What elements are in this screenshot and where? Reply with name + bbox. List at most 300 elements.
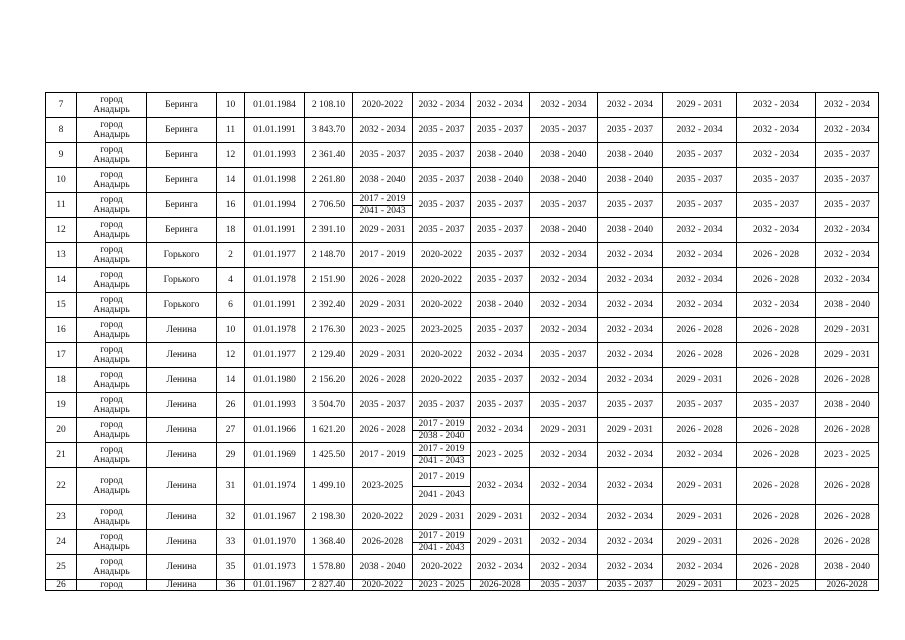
row-number-cell: 24 bbox=[46, 530, 77, 555]
period-cell-5: 2032 - 2034 bbox=[598, 468, 663, 505]
period-cell-5: 2032 - 2034 bbox=[598, 368, 663, 393]
area-cell: 1 621.20 bbox=[305, 418, 353, 443]
city-cell bbox=[77, 505, 147, 530]
period-cell-4: 2032 - 2034 bbox=[530, 268, 598, 293]
period-cell-1: 2035 - 2037 bbox=[353, 393, 413, 418]
period-cell-2-part: 2017 - 2019 bbox=[418, 443, 465, 454]
period-cell-2 bbox=[413, 530, 471, 555]
period-cell-3: 2032 - 2034 bbox=[471, 468, 530, 505]
period-cell-3: 2035 - 2037 bbox=[471, 393, 530, 418]
area-cell: 2 198.30 bbox=[305, 505, 353, 530]
row-number-cell: 22 bbox=[46, 468, 77, 505]
city-cell bbox=[77, 530, 147, 555]
area-cell: 2 706.50 bbox=[305, 193, 353, 218]
city-line: город bbox=[100, 556, 123, 567]
table-row bbox=[46, 318, 879, 343]
period-cell-2: 2035 - 2037 bbox=[413, 393, 471, 418]
street-cell: Ленина bbox=[147, 418, 217, 443]
area-cell: 2 391.10 bbox=[305, 218, 353, 243]
row-number-cell: 7 bbox=[46, 93, 77, 118]
city-line: город bbox=[100, 144, 123, 155]
table-row bbox=[46, 168, 879, 193]
city-line: Анадырь bbox=[93, 405, 130, 415]
table-row bbox=[46, 93, 879, 118]
row-number-cell: 14 bbox=[46, 268, 77, 293]
period-cell-6: 2026 - 2028 bbox=[663, 418, 737, 443]
period-cell-5: 2038 - 2040 bbox=[598, 143, 663, 168]
area-cell: 2 108.10 bbox=[305, 93, 353, 118]
period-cell-6: 2032 - 2034 bbox=[663, 243, 737, 268]
city-line: Анадырь bbox=[93, 280, 130, 290]
schedule-table bbox=[45, 92, 879, 591]
street-cell: Ленина bbox=[147, 368, 217, 393]
period-cell-2: 2020-2022 bbox=[413, 368, 471, 393]
city-cell bbox=[77, 580, 147, 591]
row-number-cell: 17 bbox=[46, 343, 77, 368]
period-cell-1: 2020-2022 bbox=[353, 580, 413, 591]
city-line: город bbox=[100, 580, 123, 590]
area-cell: 1 368.40 bbox=[305, 530, 353, 555]
table-row bbox=[46, 468, 879, 505]
period-cell-5: 2032 - 2034 bbox=[598, 243, 663, 268]
period-cell-4: 2032 - 2034 bbox=[530, 443, 598, 468]
city-cell bbox=[77, 418, 147, 443]
city-line: Анадырь bbox=[93, 380, 130, 390]
period-cell-7: 2032 - 2034 bbox=[737, 93, 816, 118]
house-cell: 35 bbox=[217, 555, 245, 580]
period-cell-3: 2029 - 2031 bbox=[471, 505, 530, 530]
city-cell bbox=[77, 268, 147, 293]
city-line: город bbox=[100, 444, 123, 455]
area-cell: 2 156.20 bbox=[305, 368, 353, 393]
period-cell-6: 2035 - 2037 bbox=[663, 393, 737, 418]
period-cell-1: 2026-2028 bbox=[353, 530, 413, 555]
period-cell-3: 2023 - 2025 bbox=[471, 443, 530, 468]
date-cell: 01.01.1977 bbox=[245, 243, 305, 268]
period-cell-8: 2032 - 2034 bbox=[816, 93, 879, 118]
period-cell-5: 2035 - 2037 bbox=[598, 193, 663, 218]
house-cell: 27 bbox=[217, 418, 245, 443]
table-row bbox=[46, 143, 879, 168]
street-cell: Ленина bbox=[147, 443, 217, 468]
period-cell-7: 2026 - 2028 bbox=[737, 468, 816, 505]
period-cell-4: 2029 - 2031 bbox=[530, 418, 598, 443]
period-cell-8: 2032 - 2034 bbox=[816, 268, 879, 293]
period-cell-7: 2035 - 2037 bbox=[737, 393, 816, 418]
date-cell: 01.01.1967 bbox=[245, 505, 305, 530]
period-cell-6: 2035 - 2037 bbox=[663, 143, 737, 168]
period-cell-2: 2020-2022 bbox=[413, 243, 471, 268]
city-cell bbox=[77, 193, 147, 218]
period-cell-2: 2035 - 2037 bbox=[413, 218, 471, 243]
row-number-cell: 12 bbox=[46, 218, 77, 243]
table-row bbox=[46, 555, 879, 580]
date-cell: 01.01.1980 bbox=[245, 368, 305, 393]
city-line: город bbox=[100, 419, 123, 430]
city-cell bbox=[77, 318, 147, 343]
period-cell-3: 2035 - 2037 bbox=[471, 193, 530, 218]
period-cell-2: 2035 - 2037 bbox=[413, 193, 471, 218]
period-cell-2: 2020-2022 bbox=[413, 293, 471, 318]
period-cell-3: 2038 - 2040 bbox=[471, 168, 530, 193]
period-cell-5: 2035 - 2037 bbox=[598, 118, 663, 143]
period-cell-3: 2035 - 2037 bbox=[471, 218, 530, 243]
period-cell-7: 2035 - 2037 bbox=[737, 168, 816, 193]
house-cell: 12 bbox=[217, 343, 245, 368]
period-cell-2-part: 2041 - 2043 bbox=[413, 486, 470, 504]
date-cell: 01.01.1998 bbox=[245, 168, 305, 193]
table-row bbox=[46, 243, 879, 268]
row-number-cell: 15 bbox=[46, 293, 77, 318]
period-cell-5: 2038 - 2040 bbox=[598, 168, 663, 193]
street-cell: Ленина bbox=[147, 505, 217, 530]
period-cell-3: 2032 - 2034 bbox=[471, 555, 530, 580]
row-number-cell: 20 bbox=[46, 418, 77, 443]
city-line: город bbox=[100, 219, 123, 230]
period-cell-3: 2035 - 2037 bbox=[471, 118, 530, 143]
date-cell: 01.01.1993 bbox=[245, 143, 305, 168]
date-cell: 01.01.1991 bbox=[245, 293, 305, 318]
period-cell-4: 2032 - 2034 bbox=[530, 368, 598, 393]
period-cell-5: 2032 - 2034 bbox=[598, 443, 663, 468]
date-cell: 01.01.1994 bbox=[245, 193, 305, 218]
house-cell: 4 bbox=[217, 268, 245, 293]
city-line: город bbox=[100, 319, 123, 330]
street-cell: Беринга bbox=[147, 118, 217, 143]
row-number-cell: 8 bbox=[46, 118, 77, 143]
period-cell-1: 2029 - 2031 bbox=[353, 218, 413, 243]
period-cell-6: 2032 - 2034 bbox=[663, 293, 737, 318]
period-cell-2-part: 2041 - 2043 bbox=[413, 542, 470, 554]
area-cell: 1 425.50 bbox=[305, 443, 353, 468]
city-cell bbox=[77, 93, 147, 118]
period-cell-1: 2038 - 2040 bbox=[353, 168, 413, 193]
period-cell-4: 2032 - 2034 bbox=[530, 468, 598, 505]
city-line: Анадырь bbox=[93, 330, 130, 340]
period-cell-5: 2038 - 2040 bbox=[598, 218, 663, 243]
house-cell: 10 bbox=[217, 318, 245, 343]
period-cell-8: 2035 - 2037 bbox=[816, 168, 879, 193]
period-cell-1 bbox=[353, 193, 413, 218]
date-cell: 01.01.1991 bbox=[245, 218, 305, 243]
city-line: город bbox=[100, 294, 123, 305]
house-cell: 18 bbox=[217, 218, 245, 243]
period-cell-6: 2032 - 2034 bbox=[663, 218, 737, 243]
area-cell: 2 827.40 bbox=[305, 580, 353, 591]
period-cell-7: 2023 - 2025 bbox=[737, 580, 816, 591]
date-cell: 01.01.1967 bbox=[245, 580, 305, 591]
date-cell: 01.01.1984 bbox=[245, 93, 305, 118]
row-number-cell: 9 bbox=[46, 143, 77, 168]
period-cell-7: 2026 - 2028 bbox=[737, 530, 816, 555]
period-cell-1: 2020-2022 bbox=[353, 505, 413, 530]
table-row bbox=[46, 393, 879, 418]
period-cell-2: 2035 - 2037 bbox=[413, 143, 471, 168]
period-cell-8: 2029 - 2031 bbox=[816, 318, 879, 343]
period-cell-1: 2023 - 2025 bbox=[353, 318, 413, 343]
period-cell-2-part: 2038 - 2040 bbox=[413, 430, 470, 442]
period-cell-1: 2029 - 2031 bbox=[353, 293, 413, 318]
period-cell-7: 2026 - 2028 bbox=[737, 555, 816, 580]
city-line: Анадырь bbox=[93, 567, 130, 577]
city-line: Анадырь bbox=[93, 430, 130, 440]
street-cell: Горького bbox=[147, 268, 217, 293]
street-cell: Ленина bbox=[147, 468, 217, 505]
street-cell: Ленина bbox=[147, 393, 217, 418]
house-cell: 26 bbox=[217, 393, 245, 418]
period-cell-2-part: 2041 - 2043 bbox=[413, 455, 470, 467]
period-cell-7: 2026 - 2028 bbox=[737, 318, 816, 343]
period-cell-1: 2026 - 2028 bbox=[353, 418, 413, 443]
area-cell: 2 361.40 bbox=[305, 143, 353, 168]
period-cell-5: 2029 - 2031 bbox=[598, 418, 663, 443]
house-cell: 11 bbox=[217, 118, 245, 143]
period-cell-2: 2029 - 2031 bbox=[413, 505, 471, 530]
period-cell-4: 2032 - 2034 bbox=[530, 318, 598, 343]
period-cell-6: 2029 - 2031 bbox=[663, 580, 737, 591]
row-number-cell: 26 bbox=[46, 580, 77, 591]
period-cell-1-part: 2041 - 2043 bbox=[353, 205, 412, 217]
period-cell-7: 2035 - 2037 bbox=[737, 193, 816, 218]
street-cell: Горького bbox=[147, 293, 217, 318]
period-cell-3: 2038 - 2040 bbox=[471, 293, 530, 318]
schedule-table-fragment bbox=[45, 92, 878, 591]
period-cell-5: 2032 - 2034 bbox=[598, 318, 663, 343]
city-line: Анадырь bbox=[93, 486, 130, 496]
row-number-cell: 25 bbox=[46, 555, 77, 580]
house-cell: 14 bbox=[217, 368, 245, 393]
period-cell-2: 2020-2022 bbox=[413, 343, 471, 368]
period-cell-7: 2032 - 2034 bbox=[737, 143, 816, 168]
period-cell-3: 2035 - 2037 bbox=[471, 318, 530, 343]
table-row bbox=[46, 118, 879, 143]
period-cell-8: 2035 - 2037 bbox=[816, 193, 879, 218]
period-cell-3: 2035 - 2037 bbox=[471, 243, 530, 268]
period-cell-4: 2032 - 2034 bbox=[530, 243, 598, 268]
city-cell bbox=[77, 368, 147, 393]
street-cell: Ленина bbox=[147, 530, 217, 555]
period-cell-2 bbox=[413, 418, 471, 443]
period-cell-7: 2026 - 2028 bbox=[737, 505, 816, 530]
area-cell: 3 504.70 bbox=[305, 393, 353, 418]
period-cell-6: 2029 - 2031 bbox=[663, 93, 737, 118]
house-cell: 31 bbox=[217, 468, 245, 505]
city-cell bbox=[77, 243, 147, 268]
house-cell: 32 bbox=[217, 505, 245, 530]
period-cell-3: 2026-2028 bbox=[471, 580, 530, 591]
city-line: Анадырь bbox=[93, 255, 130, 265]
table-row bbox=[46, 368, 879, 393]
city-line: город bbox=[100, 119, 123, 130]
row-number-cell: 18 bbox=[46, 368, 77, 393]
city-cell bbox=[77, 468, 147, 505]
period-cell-3: 2032 - 2034 bbox=[471, 93, 530, 118]
period-cell-1: 2032 - 2034 bbox=[353, 118, 413, 143]
street-cell: Ленина bbox=[147, 580, 217, 591]
area-cell: 1 499.10 bbox=[305, 468, 353, 505]
period-cell-5: 2032 - 2034 bbox=[598, 530, 663, 555]
city-line: Анадырь bbox=[93, 105, 130, 115]
city-line: Анадырь bbox=[93, 455, 130, 465]
period-cell-1: 2029 - 2031 bbox=[353, 343, 413, 368]
period-cell-6: 2029 - 2031 bbox=[663, 505, 737, 530]
period-cell-7: 2026 - 2028 bbox=[737, 418, 816, 443]
date-cell: 01.01.1991 bbox=[245, 118, 305, 143]
date-cell: 01.01.1978 bbox=[245, 268, 305, 293]
period-cell-1: 2026 - 2028 bbox=[353, 368, 413, 393]
table-row bbox=[46, 580, 879, 591]
table-row bbox=[46, 443, 879, 468]
period-cell-2: 2035 - 2037 bbox=[413, 168, 471, 193]
period-cell-5: 2032 - 2034 bbox=[598, 505, 663, 530]
period-cell-1: 2035 - 2037 bbox=[353, 143, 413, 168]
period-cell-5: 2035 - 2037 bbox=[598, 580, 663, 591]
city-cell bbox=[77, 143, 147, 168]
period-cell-5: 2032 - 2034 bbox=[598, 293, 663, 318]
city-line: Анадырь bbox=[93, 130, 130, 140]
period-cell-2: 2020-2022 bbox=[413, 555, 471, 580]
city-line: город bbox=[100, 531, 123, 542]
period-cell-2: 2023 - 2025 bbox=[413, 580, 471, 591]
city-cell bbox=[77, 118, 147, 143]
row-number-cell: 10 bbox=[46, 168, 77, 193]
city-line: Анадырь bbox=[93, 230, 130, 240]
period-cell-8: 2026 - 2028 bbox=[816, 418, 879, 443]
period-cell-7: 2026 - 2028 bbox=[737, 443, 816, 468]
period-cell-5: 2032 - 2034 bbox=[598, 343, 663, 368]
period-cell-3: 2035 - 2037 bbox=[471, 268, 530, 293]
city-line: Анадырь bbox=[93, 355, 130, 365]
city-line: город bbox=[100, 475, 123, 486]
period-cell-3: 2035 - 2037 bbox=[471, 368, 530, 393]
period-cell-2-part: 2017 - 2019 bbox=[418, 471, 465, 482]
period-cell-8: 2038 - 2040 bbox=[816, 393, 879, 418]
street-cell: Беринга bbox=[147, 143, 217, 168]
table-row bbox=[46, 218, 879, 243]
period-cell-4: 2032 - 2034 bbox=[530, 293, 598, 318]
period-cell-7: 2032 - 2034 bbox=[737, 293, 816, 318]
street-cell: Ленина bbox=[147, 555, 217, 580]
table-row bbox=[46, 418, 879, 443]
period-cell-3: 2032 - 2034 bbox=[471, 418, 530, 443]
house-cell: 14 bbox=[217, 168, 245, 193]
period-cell-1: 2017 - 2019 bbox=[353, 443, 413, 468]
period-cell-2: 2023-2025 bbox=[413, 318, 471, 343]
city-line: Анадырь bbox=[93, 517, 130, 527]
area-cell: 2 129.40 bbox=[305, 343, 353, 368]
street-cell: Ленина bbox=[147, 343, 217, 368]
house-cell: 33 bbox=[217, 530, 245, 555]
period-cell-2-part: 2017 - 2019 bbox=[418, 530, 465, 541]
period-cell-8: 2032 - 2034 bbox=[816, 243, 879, 268]
period-cell-4: 2032 - 2034 bbox=[530, 530, 598, 555]
city-line: Анадырь bbox=[93, 155, 130, 165]
period-cell-6: 2026 - 2028 bbox=[663, 343, 737, 368]
house-cell: 16 bbox=[217, 193, 245, 218]
date-cell: 01.01.1993 bbox=[245, 393, 305, 418]
area-cell: 1 578.80 bbox=[305, 555, 353, 580]
period-cell-4: 2038 - 2040 bbox=[530, 218, 598, 243]
city-line: город bbox=[100, 244, 123, 255]
date-cell: 01.01.1978 bbox=[245, 318, 305, 343]
table-row bbox=[46, 343, 879, 368]
city-line: Анадырь bbox=[93, 205, 130, 215]
period-cell-8: 2038 - 2040 bbox=[816, 293, 879, 318]
period-cell-6: 2032 - 2034 bbox=[663, 555, 737, 580]
table-body bbox=[46, 93, 879, 591]
city-cell bbox=[77, 343, 147, 368]
row-number-cell: 16 bbox=[46, 318, 77, 343]
period-cell-5: 2032 - 2034 bbox=[598, 555, 663, 580]
period-cell-5: 2032 - 2034 bbox=[598, 268, 663, 293]
period-cell-1-part: 2017 - 2019 bbox=[359, 193, 406, 204]
row-number-cell: 13 bbox=[46, 243, 77, 268]
period-cell-4: 2038 - 2040 bbox=[530, 168, 598, 193]
period-cell-4: 2032 - 2034 bbox=[530, 93, 598, 118]
period-cell-5: 2032 - 2034 bbox=[598, 93, 663, 118]
period-cell-7: 2026 - 2028 bbox=[737, 268, 816, 293]
period-cell-6: 2026 - 2028 bbox=[663, 318, 737, 343]
area-cell: 2 148.70 bbox=[305, 243, 353, 268]
period-cell-4: 2035 - 2037 bbox=[530, 393, 598, 418]
period-cell-7: 2026 - 2028 bbox=[737, 243, 816, 268]
period-cell-8: 2035 - 2037 bbox=[816, 143, 879, 168]
house-cell: 2 bbox=[217, 243, 245, 268]
period-cell-3: 2038 - 2040 bbox=[471, 143, 530, 168]
city-line: город bbox=[100, 506, 123, 517]
period-cell-4: 2035 - 2037 bbox=[530, 118, 598, 143]
period-cell-5: 2035 - 2037 bbox=[598, 393, 663, 418]
city-cell bbox=[77, 218, 147, 243]
period-cell-8: 2026-2028 bbox=[816, 580, 879, 591]
city-cell bbox=[77, 393, 147, 418]
area-cell: 2 392.40 bbox=[305, 293, 353, 318]
period-cell-4: 2038 - 2040 bbox=[530, 143, 598, 168]
street-cell: Беринга bbox=[147, 193, 217, 218]
city-cell bbox=[77, 293, 147, 318]
period-cell-1: 2026 - 2028 bbox=[353, 268, 413, 293]
period-cell-7: 2032 - 2034 bbox=[737, 218, 816, 243]
city-line: город bbox=[100, 269, 123, 280]
date-cell: 01.01.1973 bbox=[245, 555, 305, 580]
city-cell bbox=[77, 168, 147, 193]
table-row bbox=[46, 505, 879, 530]
house-cell: 29 bbox=[217, 443, 245, 468]
city-line: город bbox=[100, 94, 123, 105]
period-cell-8: 2026 - 2028 bbox=[816, 468, 879, 505]
row-number-cell: 19 bbox=[46, 393, 77, 418]
city-line: Анадырь bbox=[93, 180, 130, 190]
area-cell: 2 176.30 bbox=[305, 318, 353, 343]
period-cell-8: 2023 - 2025 bbox=[816, 443, 879, 468]
period-cell-4: 2032 - 2034 bbox=[530, 505, 598, 530]
city-line: город bbox=[100, 194, 123, 205]
period-cell-7: 2026 - 2028 bbox=[737, 343, 816, 368]
period-cell-1: 2020-2022 bbox=[353, 93, 413, 118]
period-cell-4: 2035 - 2037 bbox=[530, 580, 598, 591]
period-cell-2: 2020-2022 bbox=[413, 268, 471, 293]
period-cell-8: 2029 - 2031 bbox=[816, 343, 879, 368]
period-cell-8: 2026 - 2028 bbox=[816, 505, 879, 530]
house-cell: 12 bbox=[217, 143, 245, 168]
street-cell: Горького bbox=[147, 243, 217, 268]
area-cell: 2 261.80 bbox=[305, 168, 353, 193]
date-cell: 01.01.1966 bbox=[245, 418, 305, 443]
period-cell-8: 2038 - 2040 bbox=[816, 555, 879, 580]
row-number-cell: 21 bbox=[46, 443, 77, 468]
period-cell-8: 2026 - 2028 bbox=[816, 530, 879, 555]
city-line: город bbox=[100, 394, 123, 405]
